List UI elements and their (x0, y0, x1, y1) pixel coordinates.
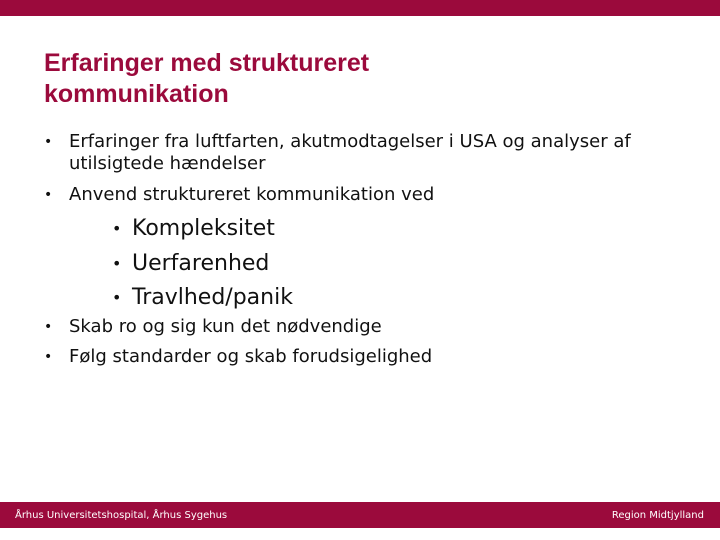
slide-title (44, 48, 684, 110)
bullet-text: Erfaringer fra luftfarten, akutmodtagelser i USA og analyser af utilsigtede hændelser (69, 131, 631, 174)
bullet-item (44, 184, 694, 206)
bullet-text: Anvend struktureret kommunikation ved (69, 184, 435, 205)
bullet-marker: • (44, 319, 53, 335)
bullet-item (44, 346, 694, 368)
bullet-text: Følg standarder og skab forudsigelighed (69, 346, 433, 367)
bullet-marker: • (44, 349, 53, 365)
sub-bullet-item (112, 281, 293, 316)
footer-bar (0, 502, 720, 528)
footer-region: Region Midtjylland (611, 510, 704, 521)
footer-organization: Århus Universitetshospital, Århus Sygehus (15, 510, 228, 521)
bullet-item (44, 316, 694, 338)
top-brand-bar (0, 0, 720, 16)
sub-bullet-marker: • (112, 219, 122, 238)
sub-bullet-marker: • (112, 253, 122, 273)
main-bullet-list (44, 131, 694, 215)
slide-title-line: Erfaringer med struktureret (44, 49, 370, 77)
bullet-text: Skab ro og sig kun det nødvendige (69, 316, 382, 337)
sub-bullet-text: Travlhed/panik (132, 285, 293, 310)
slide-title-line: kommunikation (44, 80, 229, 108)
sub-bullet-text: Kompleksitet (132, 216, 275, 241)
sub-bullet-marker: • (112, 288, 122, 307)
bullet-marker: • (44, 187, 53, 203)
bullet-marker: • (44, 134, 53, 150)
sub-bullet-list (112, 212, 293, 316)
closing-bullet-list (44, 316, 694, 376)
sub-bullet-text: Uerfarenhed (132, 250, 270, 276)
bullet-item (44, 131, 694, 175)
sub-bullet-item (112, 247, 293, 282)
sub-bullet-item (112, 212, 293, 247)
